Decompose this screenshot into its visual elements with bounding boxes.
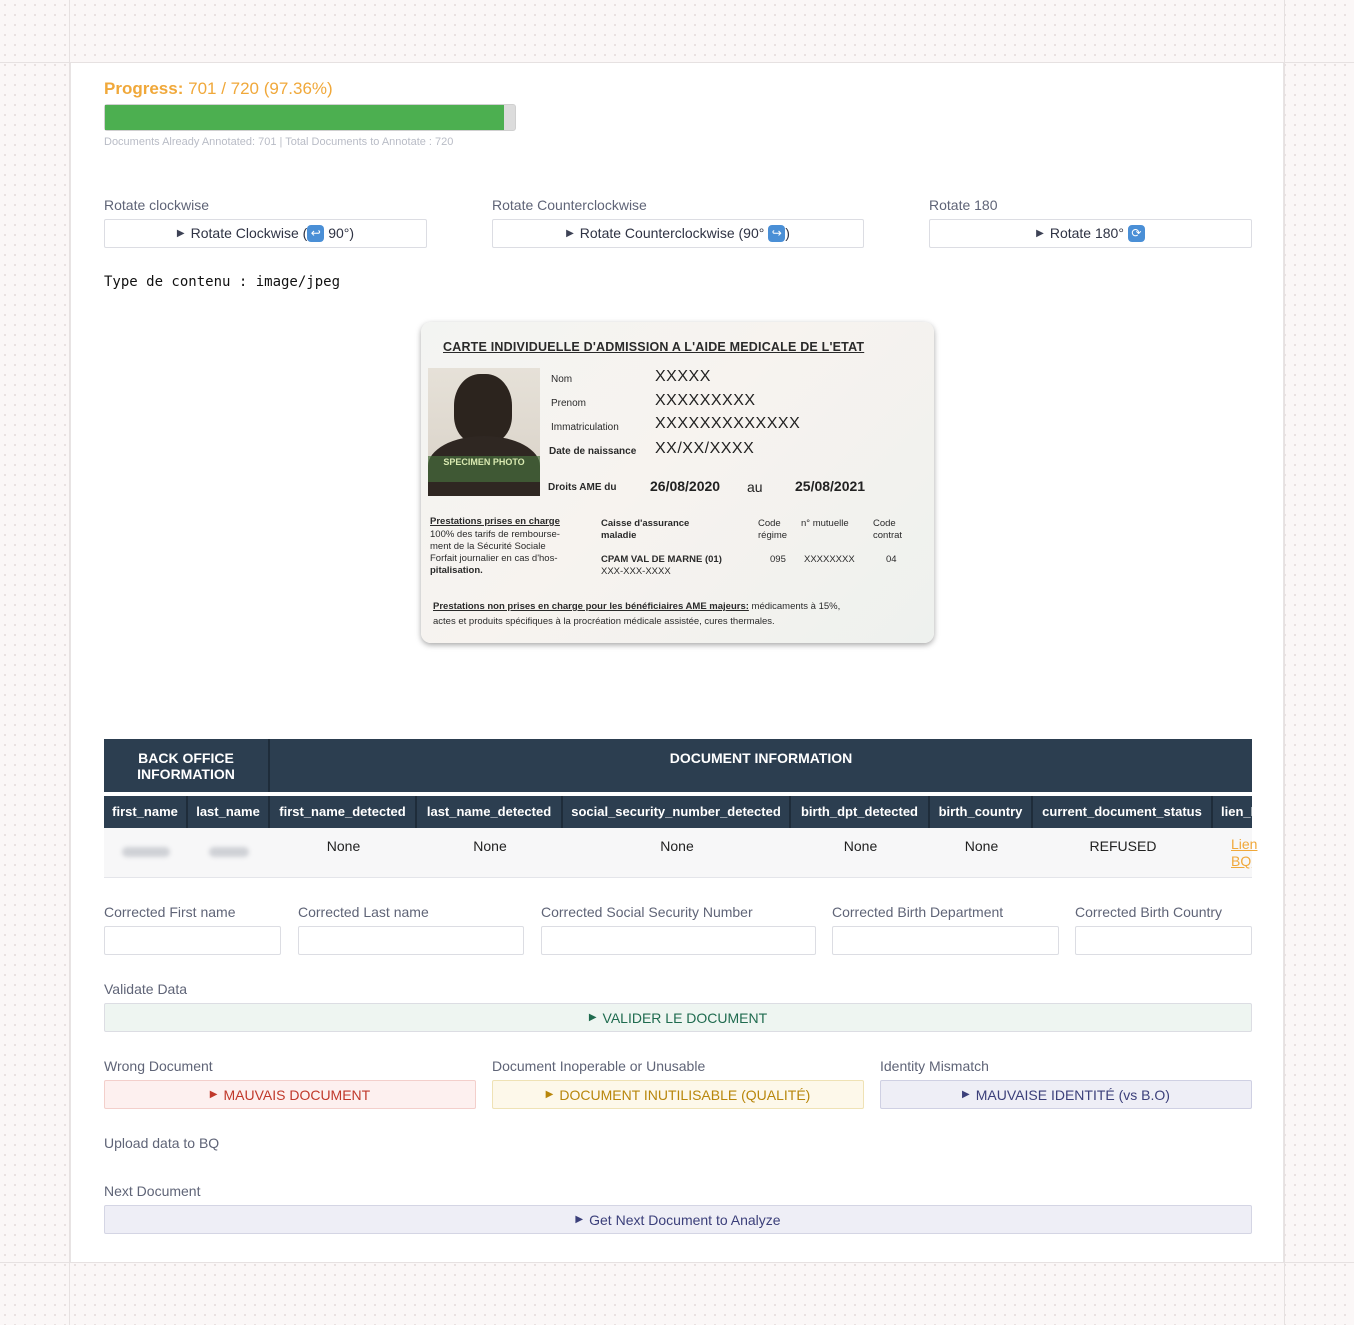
- document-inoperable-button[interactable]: [492, 1080, 864, 1109]
- column-header: birth_country: [930, 796, 1033, 828]
- rights-au: au: [747, 479, 763, 495]
- play-triangle-icon: ▶: [209, 1089, 218, 1100]
- card-field-value: XX/XX/XXXX: [655, 440, 755, 457]
- play-triangle-icon: ▶: [575, 1214, 584, 1225]
- code-regime-header: Code régime: [758, 518, 788, 541]
- prestations-line: 100% des tarifs de rembourse-: [430, 529, 560, 540]
- main-panel: [70, 63, 1284, 1262]
- caisse-header: Caisse d'assurance maladie: [601, 518, 690, 541]
- id-card-image: [421, 322, 934, 643]
- lien-bq-cell: [1231, 828, 1258, 878]
- rotate-counterclockwise-button-label: Rotate Counterclockwise (90° ↪ ): [579, 224, 790, 241]
- guide-line: [0, 1262, 1354, 1263]
- rotate-clockwise-label: Rotate clockwise: [104, 197, 210, 213]
- caisse-value-2: XXX-XXX-XXXX: [601, 566, 671, 577]
- mutuelle-header: n° mutuelle: [801, 518, 849, 529]
- play-triangle-icon: ▶: [545, 1089, 554, 1100]
- wrong-document-label: Wrong Document: [104, 1058, 213, 1074]
- progress-title: [104, 79, 333, 99]
- first-name-detected-cell: None: [326, 838, 361, 854]
- prestations-line: pitalisation.: [430, 565, 483, 576]
- upload-bq-label: Upload data to BQ: [104, 1135, 220, 1151]
- validate-data-label: Validate Data: [104, 981, 188, 997]
- corrected-birth-country-input[interactable]: [1075, 926, 1252, 955]
- counterclockwise-arrow-icon: ↪: [768, 225, 785, 242]
- corrected-last-name-label: Corrected Last name: [298, 904, 429, 920]
- column-header: current_document_status: [1033, 796, 1213, 828]
- table-row: [104, 828, 1258, 878]
- next-document-label: Next Document: [104, 1183, 201, 1199]
- rotate-clockwise-button-label: Rotate Clockwise ( ↩ 90°): [190, 224, 355, 241]
- card-photo: [428, 368, 540, 488]
- non-prestations-line: Prestations non prises en charge pour les bénéficiaires AME majeurs: médicaments à 15%,: [433, 601, 841, 612]
- progress-fill: [105, 105, 504, 130]
- card-field-label: Prenom: [551, 398, 587, 409]
- back-office-header: BACK OFFICE INFORMATION: [104, 739, 270, 792]
- play-triangle-icon: ▶: [588, 1012, 597, 1023]
- rotate-180-label: Rotate 180: [929, 197, 998, 213]
- prestations-line: Forfait journalier en cas d'hos-: [430, 553, 558, 564]
- redacted-text: [122, 847, 170, 857]
- last-name-detected-cell: None: [473, 838, 507, 854]
- progress-label: Progress:: [104, 79, 184, 98]
- rights-date-from: 26/08/2020: [650, 478, 721, 494]
- corrected-birth-department-input[interactable]: [832, 926, 1059, 955]
- corrected-ssn-label: Corrected Social Security Number: [541, 904, 753, 920]
- column-header: social_security_number_detected: [563, 796, 791, 828]
- identity-mismatch-label: Identity Mismatch: [880, 1058, 989, 1074]
- non-prestations-line-2: actes et produits spécifiques à la procréation médicale assistée, cures thermales.: [433, 616, 775, 627]
- card-field-label: Nom: [551, 374, 573, 385]
- photo-stamp: SPECIMEN PHOTO: [428, 456, 540, 482]
- column-header: first_name: [104, 796, 188, 828]
- identity-mismatch-button-label: MAUVAISE IDENTITÉ (vs B.O): [975, 1086, 1170, 1103]
- column-header: birth_dpt_detected: [791, 796, 930, 828]
- table-column-header: [104, 796, 1271, 828]
- code-regime-value: 095: [770, 554, 786, 565]
- birth-dpt-detected-cell: None: [843, 838, 878, 854]
- validate-document-button-label: VALIDER LE DOCUMENT: [602, 1009, 768, 1026]
- corrected-last-name-input[interactable]: [298, 926, 524, 955]
- document-status-cell: REFUSED: [1089, 838, 1157, 854]
- document-inoperable-label: Document Inoperable or Unusable: [492, 1058, 706, 1074]
- card-field-value: XXXXX: [655, 368, 711, 385]
- rights-label: Droits AME du: [548, 482, 617, 493]
- rotate-clockwise-button[interactable]: [104, 219, 427, 248]
- column-header: last_name: [188, 796, 270, 828]
- clockwise-arrow-icon: ↩: [307, 225, 324, 242]
- wrong-document-button-label: MAUVAIS DOCUMENT: [223, 1086, 371, 1103]
- column-header: first_name_detected: [270, 796, 417, 828]
- code-contrat-value: 04: [886, 554, 897, 565]
- progress-subtitle: Documents Already Annotated: 701 | Total Documents to Annotate : 720: [104, 136, 454, 148]
- corrected-birth-department-label: Corrected Birth Department: [832, 904, 1004, 920]
- guide-line: [1284, 0, 1285, 1325]
- next-document-button-label: Get Next Document to Analyze: [589, 1211, 781, 1228]
- corrected-first-name-label: Corrected First name: [104, 904, 236, 920]
- column-header: lien_BQ: [1221, 804, 1271, 819]
- document-info-header: DOCUMENT INFORMATION: [669, 750, 853, 766]
- card-field-label: Immatriculation: [551, 422, 619, 433]
- next-document-button[interactable]: [104, 1205, 1252, 1234]
- prestations-line: ment de la Sécurité Sociale: [430, 541, 546, 552]
- play-triangle-icon: ▶: [962, 1089, 970, 1100]
- card-field-value: XXXXXXXXX: [655, 392, 756, 409]
- caisse-value: CPAM VAL DE MARNE (01): [601, 554, 722, 565]
- corrected-birth-country-label: Corrected Birth Country: [1075, 904, 1223, 920]
- rotate-counterclockwise-label: Rotate Counterclockwise: [492, 197, 647, 213]
- document-inoperable-button-label: DOCUMENT INUTILISABLE (QUALITÉ): [559, 1086, 811, 1103]
- table-group-header: [104, 739, 1252, 792]
- card-field-label: Date de naissance: [549, 446, 637, 457]
- rotate-180-button-label: Rotate 180° ⟳: [1050, 225, 1145, 243]
- rotate-180-icon: ⟳: [1128, 225, 1145, 242]
- corrected-ssn-input[interactable]: [541, 926, 816, 955]
- progress-bar: [104, 104, 516, 131]
- card-field-value: XXXXXXXXXXXXX: [655, 415, 801, 432]
- last-name-cell: [188, 828, 270, 878]
- rights-date-to: 25/08/2021: [795, 478, 866, 494]
- play-triangle-icon: ▶: [1036, 228, 1044, 239]
- lien-bq-link[interactable]: Lien BQ: [1231, 836, 1258, 869]
- first-name-cell: [104, 828, 188, 878]
- content-type-text: Type de contenu : image/jpeg: [104, 274, 341, 290]
- wrong-document-button[interactable]: [104, 1080, 476, 1109]
- prestations-title: Prestations prises en charge: [430, 516, 560, 527]
- photo-head: [454, 374, 512, 444]
- redacted-text: [209, 847, 249, 857]
- card-title: CARTE INDIVIDUELLE D'ADMISSION A L'AIDE MEDICALE DE L'ETAT: [443, 340, 865, 354]
- progress-value: 701 / 720 (97.36%): [188, 79, 333, 98]
- column-header: last_name_detected: [417, 796, 563, 828]
- code-contrat-header: Code contrat: [873, 518, 903, 541]
- rotate-counterclockwise-button[interactable]: [492, 219, 864, 248]
- corrected-first-name-input[interactable]: [104, 926, 281, 955]
- play-triangle-icon: ▶: [566, 228, 574, 239]
- identity-mismatch-button[interactable]: [880, 1080, 1252, 1109]
- rotate-180-button[interactable]: [929, 219, 1252, 248]
- validate-document-button[interactable]: [104, 1003, 1252, 1032]
- mutuelle-value: XXXXXXXX: [804, 554, 855, 565]
- ssn-detected-cell: None: [660, 838, 694, 854]
- play-triangle-icon: ▶: [176, 228, 185, 239]
- birth-country-cell: None: [964, 838, 999, 854]
